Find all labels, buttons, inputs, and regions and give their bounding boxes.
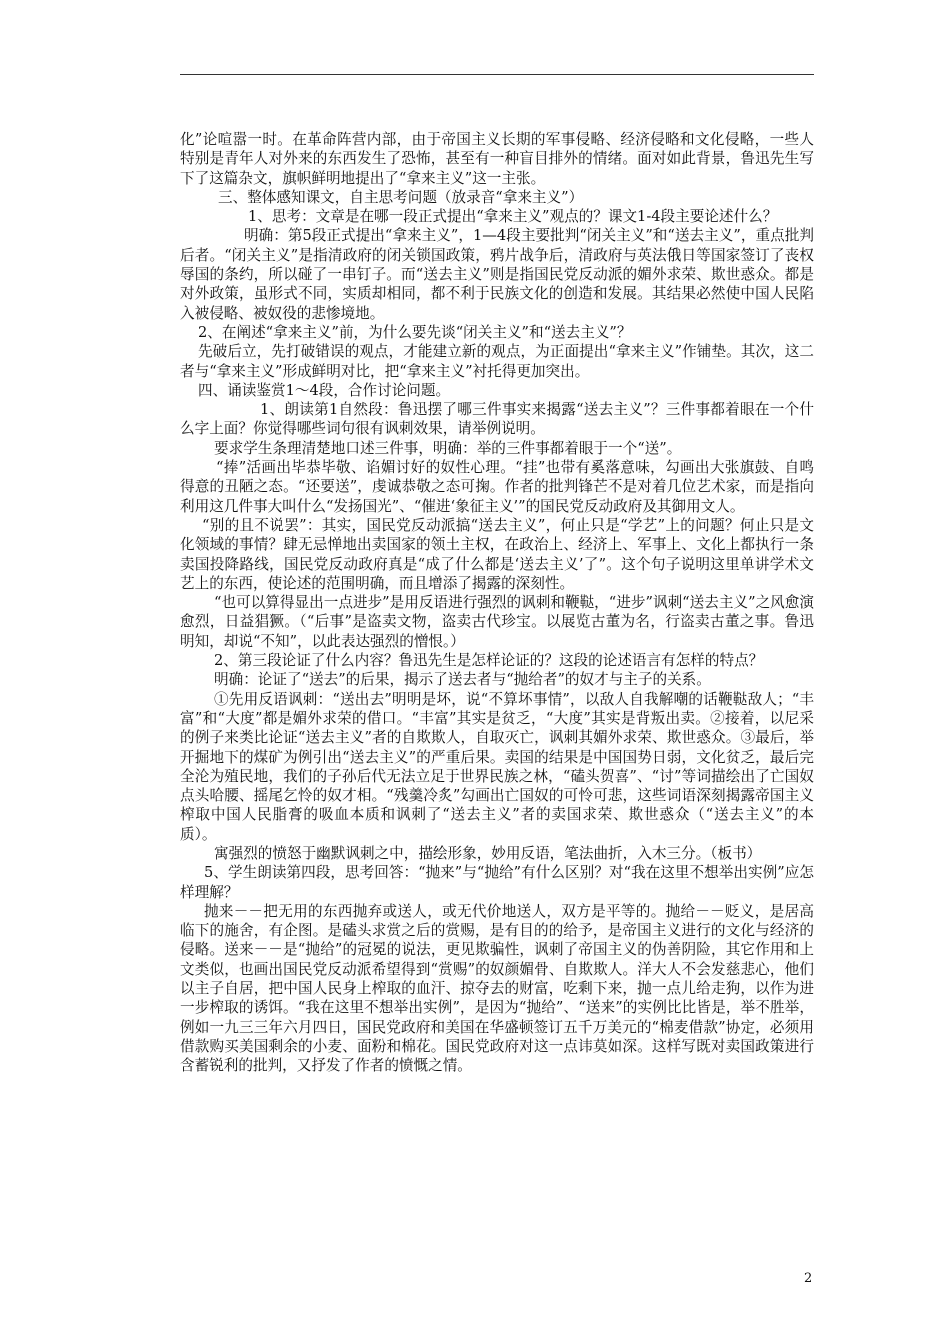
section-heading-3: 三、整体感知课文，自主思考问题（放录音“拿来主义”）	[218, 188, 584, 206]
document-body	[180, 130, 814, 1076]
reading-question-2: 2、第三段论证了什么内容？鲁迅先生是怎样论证的？这段的论述语言有怎样的特点？	[214, 652, 764, 670]
paragraph-1: 化”论喧嚣一时。在革命阵营内部，由于帝国主义长期的军事侵略、经济侵略和文化侵略，一些人特别是青年人对外来的东西发生了恐怖，甚至有一种盲目排外的情绪。面对如此背景，鲁迅先生写下了这篇杂文，旗帜鲜明地提出了“拿来主义”这一主张。	[180, 131, 814, 187]
reading-answer-5: 抛来－－把无用的东西抛弃或送人，或无代价地送人，双方是平等的。抛给－－贬义，是居高临下的施舍，有企图。是磕头求赏之后的赏赐，是有目的的给予，是帝国主义进行的文化与经济的侵略。送来－－是“抛给”的冠冕的说法，更见欺骗性，讽刺了帝国主义的伪善阴险，其它作用和上文类似，也画出国民党反动派希望得到“赏赐”的奴颜媚骨、自欺欺人。洋大人不会发慈悲心，他们以主子自居，把中国人民身上榨取的血汗、掠夺去的财富，吃剩下来，抛一点儿给走狗，以作为进一步榨取的诱饵。“我在这里不想举出实例”，是因为“抛给”、“送来”的实例比比皆是，举不胜举，例如一九三三年六月四日，国民党政府和美国在华盛顿签订五千万美元的“棉麦借款”协定，必须用借款购买美国剩余的小麦、面粉和棉花。国民党政府对这一点讳莫如深。这样写既对卖国政策进行含蓄锐利的批判，又抒发了作者的愤慨之情。	[180, 902, 814, 1075]
summary-paragraph: 寓强烈的愤怒于幽默讽刺之中，描绘形象，妙用反语，笔法曲折，入木三分。（板书）	[214, 844, 762, 862]
section-heading-4: 四、诵读鉴赏1～4段，合作讨论问题。	[198, 381, 451, 399]
answer-1: 明确：第5段正式提出“拿来主义”，1—4段主要批判“闭关主义”和“送去主义”，重点批判后者。“闭关主义”是指清政府的闭关锁国政策，鸦片战争后，清政府与英法俄日等国家签订了丧权辱国的条约，所以碰了一串钉子。而“送去主义”则是指国民党反动派的媚外求荣、欺世惑众。都是对外政策，虽形式不同，实质却相同，都不利于民族文化的创造和发展。其结果必然使中国人民陷入被侵略、被奴役的悲惨境地。	[180, 227, 814, 322]
reading-question-1: 1、朗读第1自然段：鲁迅摆了哪三件事实来揭露“送去主义”？三件事都着眼在一个什么字上面？你觉得哪些词句很有讽刺效果，请举例说明。	[180, 401, 814, 438]
analysis-paragraph-2: “别的且不说罢”：其实，国民党反动派搞“送去主义”，何止只是“学艺”上的问题？何止只是文化领域的事情？肆无忌惮地出卖国家的领土主权，在政治上、经济上、军事上、文化上都执行一条卖国投降路线，国民党反动政府真是“成了什么都是‘送去主义’了”。这个句子说明这里单讲学术文艺上的东西，使论述的范围明确，而且增添了揭露的深刻性。	[180, 516, 815, 592]
question-2: 2、在阐述“拿来主义”前，为什么要先谈“闭关主义”和“送去主义”？	[198, 323, 632, 341]
question-1: 1、思考：文章是在哪一段正式提出“拿来主义”观点的？课文1-4段主要论述什么？	[248, 208, 778, 226]
header-rule	[180, 74, 814, 75]
reading-question-5: 5、学生朗读第四段，思考回答：“抛来”与“抛给”有什么区别？对“我在这里不想举出实例”应怎样理解？	[180, 864, 814, 901]
reading-answer-1: 要求学生条理清楚地口述三件事，明确：举的三件事都着眼于一个“送”。	[214, 439, 682, 457]
reading-answer-2: 明确：论证了“送去”的后果，揭示了送去者与“抛给者”的奴才与主子的关系。	[214, 671, 711, 689]
analysis-paragraph-1: “捧”活画出毕恭毕敬、谄媚讨好的奴性心理。“挂”也带有奚落意味，勾画出大张旗鼓、自鸣得意的丑陋之态。“还要送”，虔诚恭敬之态可掬。作者的批判锋芒不是对着几位艺术家，而是指向利用这几件事大叫什么“发扬国光”、“催进‘象征主义’”的国民党反动政府及其御用文人。	[180, 459, 814, 515]
analysis-paragraph-4: ①先用反语讽刺：“送出去”明明是坏，说“不算坏事情”，以敌人自我解嘲的话鞭鞑敌人；“丰富”和“大度”都是媚外求荣的借口。“丰富”其实是贫乏，“大度”其实是背叛出卖。②接着，以尼采的例子来类比论证“送去主义”者的自欺欺人，自取灭亡，讽刺其媚外求荣、欺世惑众。③最后，举开掘地下的煤矿为例引出“送去主义”的严重后果。卖国的结果是中国国势日弱，文化贫乏，最后完全沦为殖民地，我们的子孙后代无法立足于世界民族之林，“磕头贺喜”、“讨”等词描绘出了亡国奴点头哈腰、摇尾乞怜的奴才相。“残羹冷炙”勾画出亡国奴的可怜可悲，这些词语深刻揭露帝国主义榨取中国人民脂膏的吸血本质和讽刺了“送去主义”者的卖国求荣、欺世惑众（“送去主义”的本质）。	[180, 690, 814, 843]
answer-2: 先破后立，先打破错误的观点，才能建立新的观点，为正面提出“拿来主义”作铺垫。其次，这二者与“拿来主义”形成鲜明对比，把“拿来主义”衬托得更加突出。	[180, 343, 814, 380]
page-number: 2	[804, 1271, 813, 1286]
analysis-paragraph-3: “也可以算得显出一点进步”是用反语进行强烈的讽刺和鞭鞑，“进步”讽刺“送去主义”之风愈演愈烈，日益猖獗。（“后事”是盗卖文物，盗卖古代珍宝。以展览古董为名，行盗卖古董之事。鲁迅明知，却说“不知”，以此表达强烈的憎恨。）	[180, 594, 814, 650]
